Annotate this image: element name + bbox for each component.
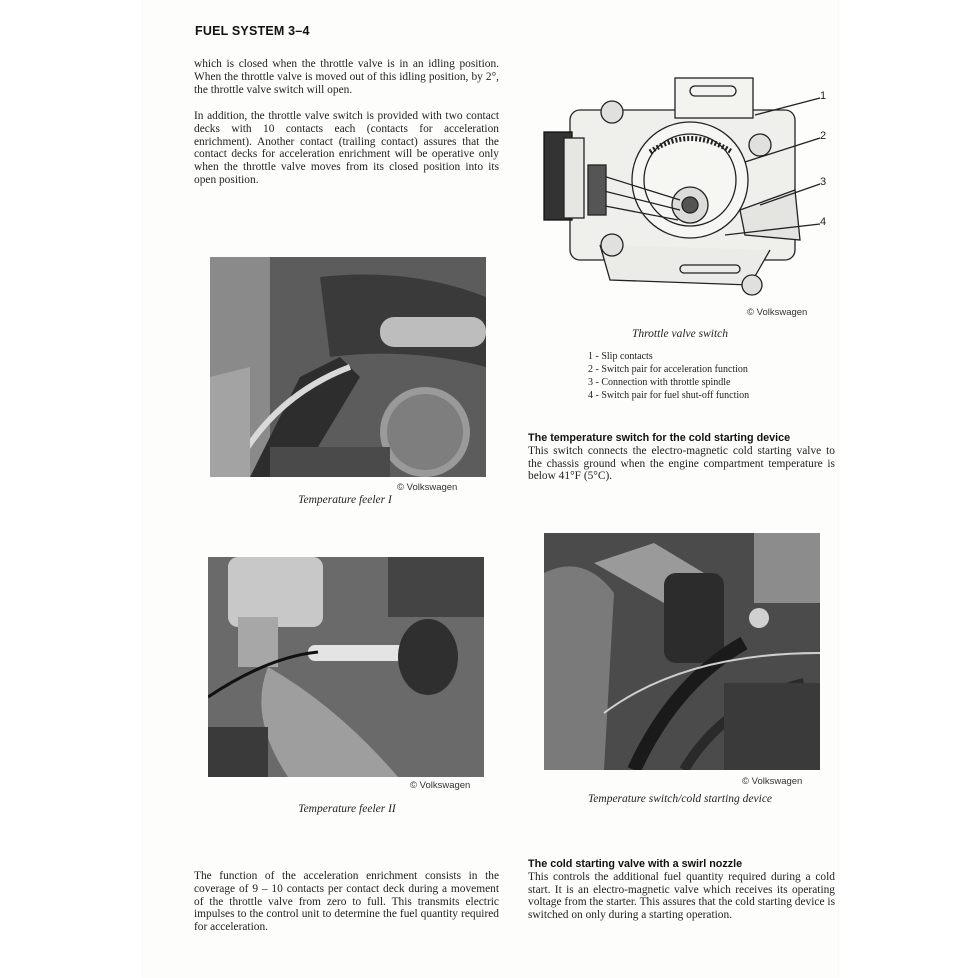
photo-credit: © Volkswagen xyxy=(410,780,471,791)
photo-temperature-feeler-2 xyxy=(208,557,484,777)
photo-credit: © Volkswagen xyxy=(397,482,458,493)
photo-caption: Temperature feeler I xyxy=(298,494,392,506)
throttle-valve-switch-diagram xyxy=(540,70,840,308)
page-header: FUEL SYSTEM 3–4 xyxy=(195,24,310,38)
paragraph-contact-decks: In addition, the throttle valve switch is provided with two contact decks with 10 contacts each (contacts for acceleration enrichment). Another contact (trailing contact) assures that the contact decks for acceleration enrichment will be operative only when the throttle valve moves from its closed position into its open position. xyxy=(194,110,499,186)
section-body: This switch connects the electro-magnetic cold starting valve to the chassis ground when the engine compartment temperature is below 41°F (5°C). xyxy=(528,444,835,483)
callout-1: 1 xyxy=(820,90,827,102)
photo-caption: Temperature feeler II xyxy=(298,803,396,815)
callout-2: 2 xyxy=(820,130,827,142)
section-cold-starting-valve xyxy=(528,858,835,922)
paragraph-acceleration-enrichment: The function of the acceleration enrichment consists in the coverage of 9 – 10 contacts per contact deck during a movement of the throttle valve from zero to full. This transmits electric impulses to the control unit to determine the fuel quantity required for acceleration. xyxy=(194,870,499,934)
legend-item: 2 - Switch pair for acceleration function xyxy=(588,364,748,375)
section-heading: The cold starting valve with a swirl nozzle xyxy=(528,858,743,870)
legend-item: 4 - Switch pair for fuel shut-off function xyxy=(588,390,750,401)
callout-4: 4 xyxy=(820,216,827,228)
photo-temperature-switch xyxy=(544,533,820,770)
section-heading: The temperature switch for the cold starting device xyxy=(528,432,791,444)
diagram-caption: Throttle valve switch xyxy=(631,328,729,340)
diagram-credit: © Volkswagen xyxy=(747,307,808,318)
callout-3: 3 xyxy=(820,176,827,188)
photo-credit: © Volkswagen xyxy=(742,776,803,787)
paragraph-idling: which is closed when the throttle valve is in an idling position. When the throttle valve is moved out of this idling position, by 2°, the throttle valve switch will open. xyxy=(194,58,499,96)
legend-item: 3 - Connection with throttle spindle xyxy=(588,377,731,388)
section-temperature-switch xyxy=(528,432,835,483)
photo-caption: Temperature switch/cold starting device xyxy=(587,793,773,805)
section-body: This controls the additional fuel quantity required during a cold start. It is an electro-magnetic valve which receives its operating voltage from the starter. This assures that the cold starting device is switched on only during a starting operation. xyxy=(528,870,835,922)
diagram-legend xyxy=(588,350,749,402)
photo-temperature-feeler-1 xyxy=(210,257,486,477)
legend-item: 1 - Slip contacts xyxy=(588,351,653,362)
